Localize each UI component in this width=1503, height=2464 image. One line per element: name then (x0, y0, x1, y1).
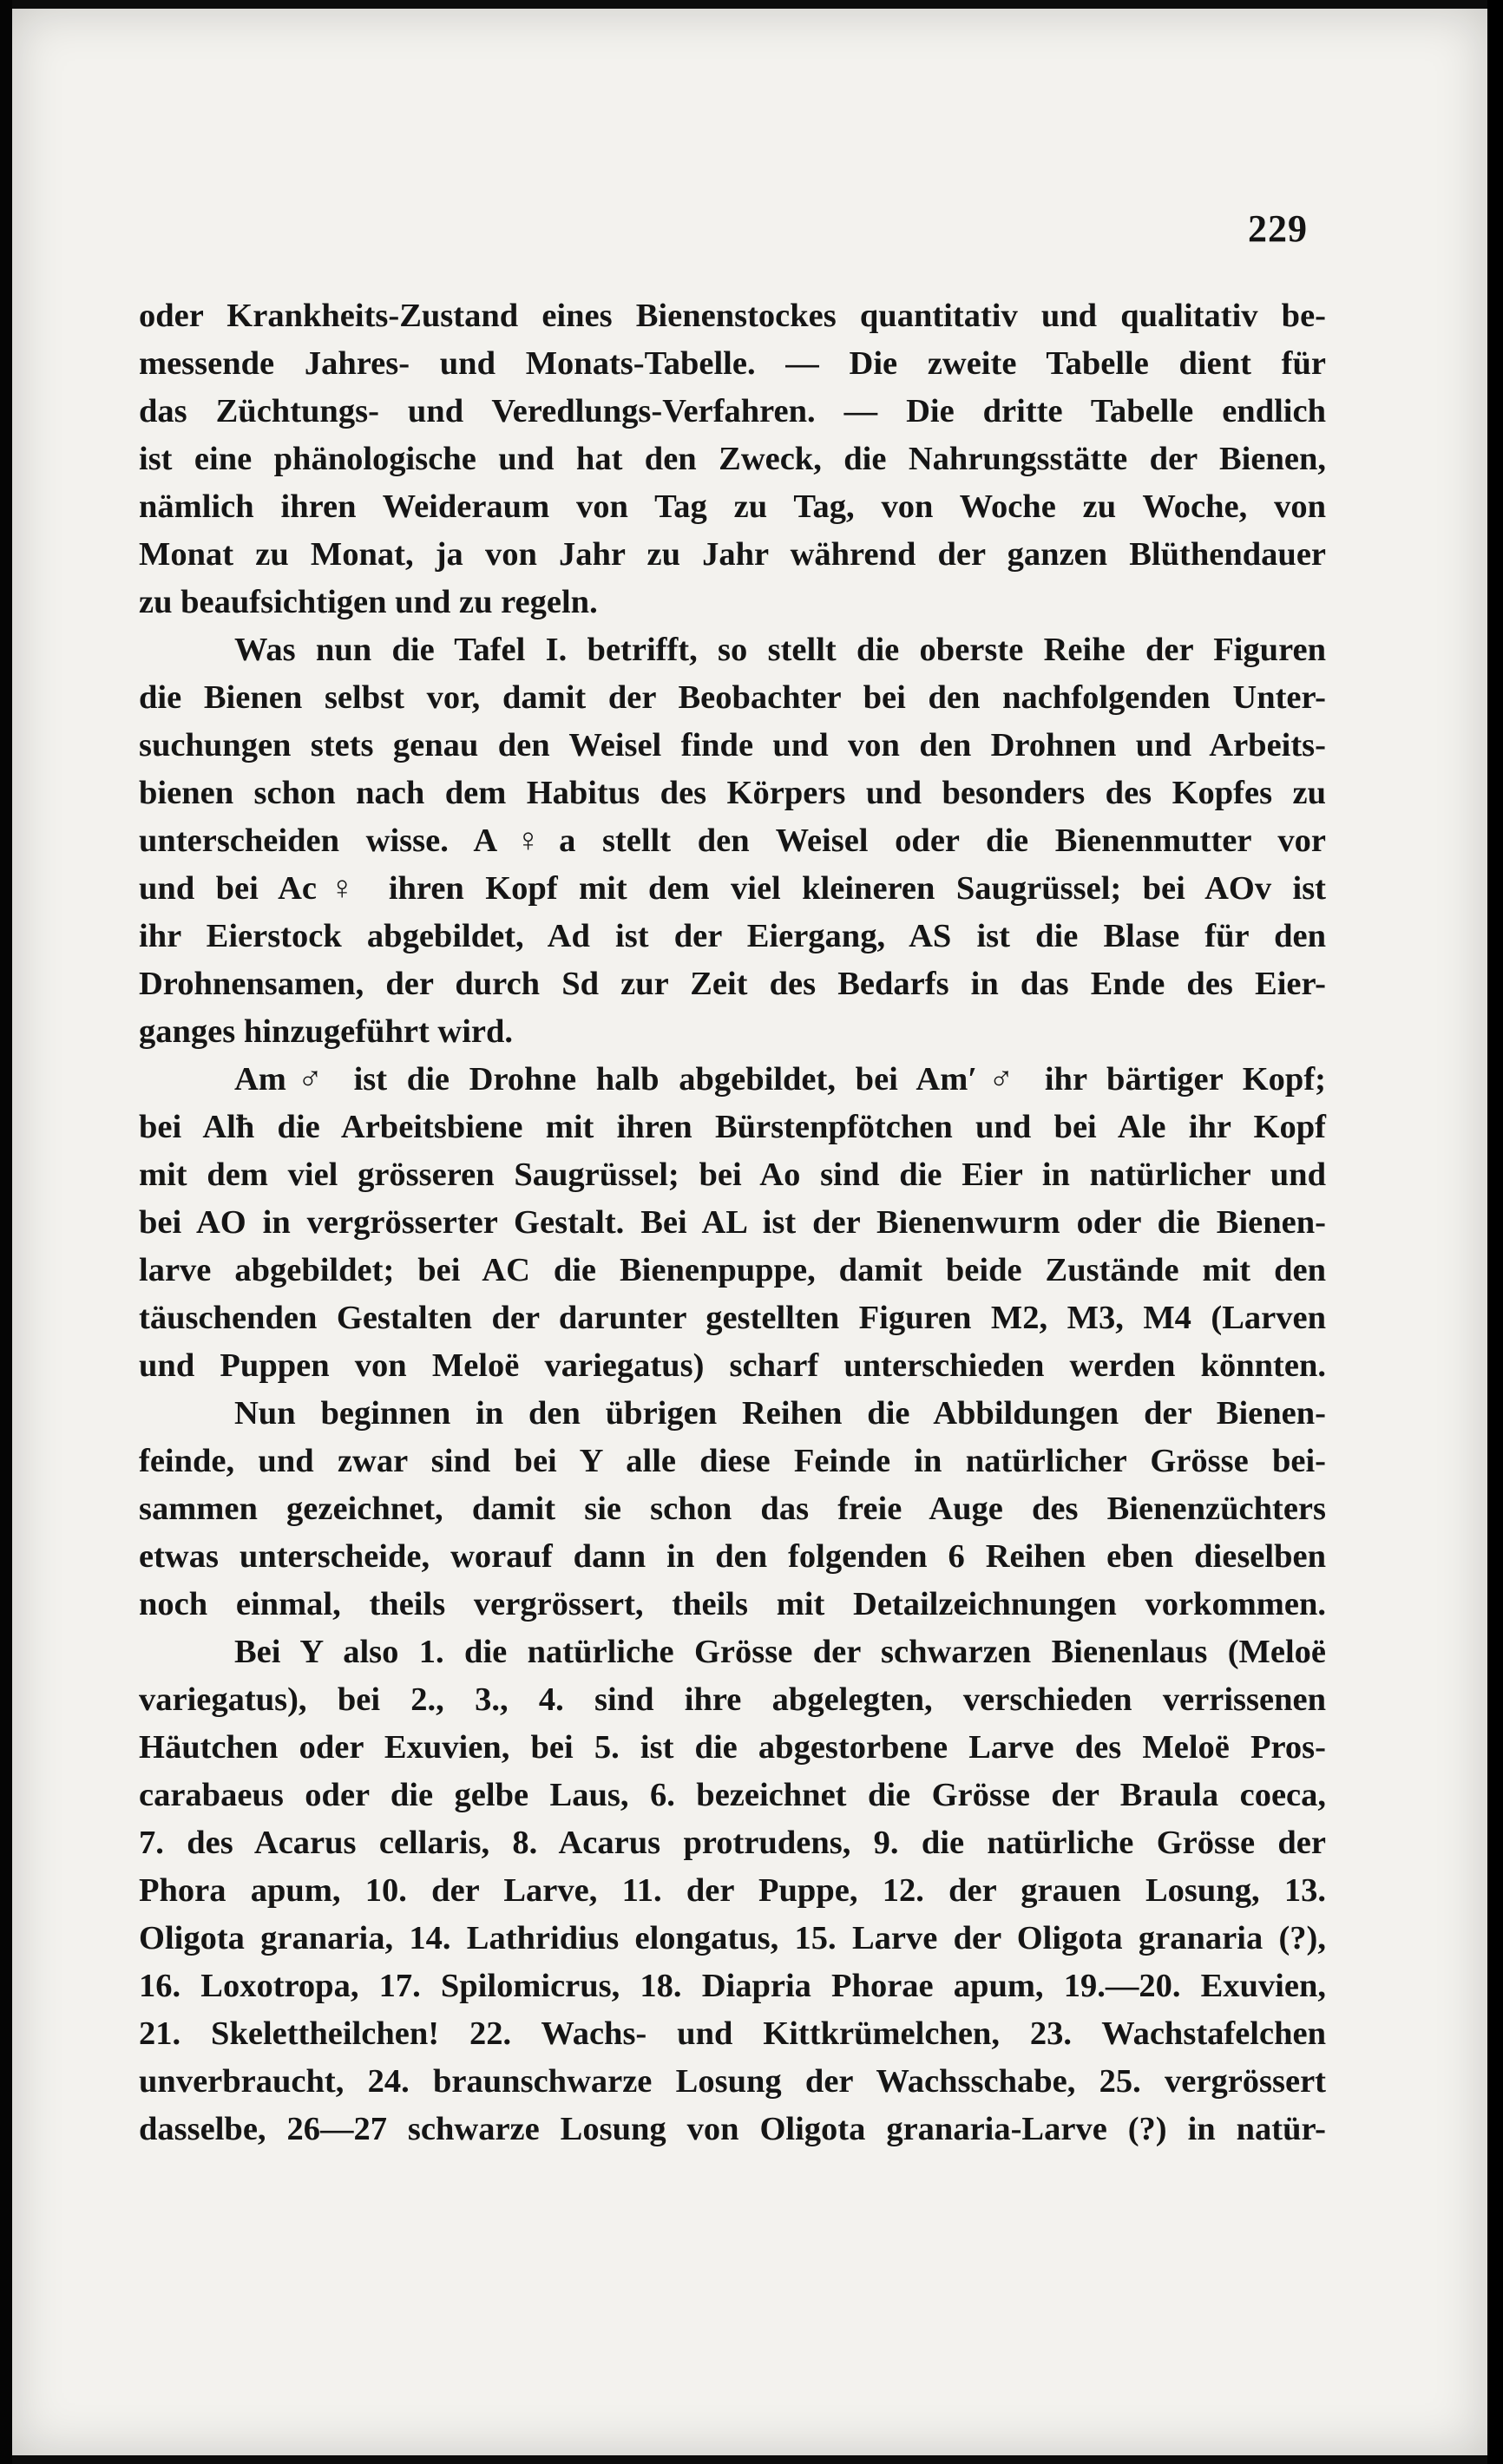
text-line: 21. Skelettheilchen! 22. Wachs- und Kittkrümelchen, 23. Wachstafelchen (139, 2015, 1326, 2052)
text-line: das Züchtungs- und Veredlungs-Verfahren. — Die dritte Tabelle endlich (139, 393, 1326, 429)
text-line: und bei Ac♀ ihren Kopf mit dem viel kleineren Saugrüssel; bei AOv ist (139, 870, 1326, 907)
text-line: etwas unterscheide, worauf dann in den folgenden 6 Reihen eben dieselben (139, 1538, 1326, 1575)
text-line: unverbraucht, 24. braunschwarze Losung der Wachsschabe, 25. vergrössert (139, 2063, 1326, 2100)
text-line: larve abgebildet; bei AC die Bienenpuppe, damit beide Zustände mit den (139, 1252, 1326, 1288)
text-line: 7. des Acarus cellaris, 8. Acarus protrudens, 9. die natürliche Grösse der (139, 1825, 1326, 1861)
text-line: carabaeus oder die gelbe Laus, 6. bezeichnet die Grösse der Braula coeca, (139, 1777, 1326, 1813)
text-line: dasselbe, 26—27 schwarze Losung von Oligota granaria-Larve (?) in natür- (139, 2111, 1326, 2147)
text-line: Monat zu Monat, ja von Jahr zu Jahr während der ganzen Blüthendauer (139, 536, 1326, 573)
text-line: Phora apum, 10. der Larve, 11. der Puppe, 12. der grauen Losung, 13. (139, 1872, 1326, 1909)
page-number: 229 (1248, 207, 1308, 250)
text-line: mit dem viel grösseren Saugrüssel; bei Ao sind die Eier in natürlicher und (139, 1157, 1326, 1193)
text-line: noch einmal, theils vergrössert, theils mit Detailzeichnungen vorkommen. (139, 1586, 1326, 1622)
scan-edge-right (1487, 0, 1503, 2464)
text-line: ganges hinzugeführt wird. (139, 1013, 514, 1050)
book-page (12, 9, 1487, 2455)
text-line: suchungen stets genau den Weisel finde und von den Drohnen und Arbeits- (139, 727, 1326, 763)
text-line: Drohnensamen, der durch Sd zur Zeit des Bedarfs in das Ende des Eier- (139, 966, 1326, 1002)
text-line: feinde, und zwar sind bei Y alle diese Feinde in natürlicher Grösse bei- (139, 1443, 1326, 1479)
text-line: und Puppen von Meloë variegatus) scharf unterschieden werden könnten. (139, 1347, 1326, 1384)
text-line: Oligota granaria, 14. Lathridius elongatus, 15. Larve der Oligota granaria (?), (139, 1920, 1326, 1956)
text-line: bienen schon nach dem Habitus des Körpers und besonders des Kopfes zu (139, 775, 1326, 811)
text-line: ist eine phänologische und hat den Zweck, die Nahrungsstätte der Bienen, (139, 441, 1326, 477)
text-line: oder Krankheits-Zustand eines Bienenstockes quantitativ und qualitativ be- (139, 298, 1326, 334)
text-line: täuschenden Gestalten der darunter gestellten Figuren M2, M3, M4 (Larven (139, 1300, 1326, 1336)
scan-edge-left (0, 0, 12, 2464)
text-line: messende Jahres- und Monats-Tabelle. — Die zweite Tabelle dient für (139, 345, 1326, 382)
text-line: zu beaufsichtigen und zu regeln. (139, 584, 598, 620)
text-line: Nun beginnen in den übrigen Reihen die Abbildungen der Bienen- (234, 1395, 1326, 1432)
text-line: Bei Y also 1. die natürliche Grösse der schwarzen Bienenlaus (Meloë (234, 1634, 1326, 1670)
text-line: sammen gezeichnet, damit sie schon das freie Auge des Bienenzüchters (139, 1491, 1326, 1527)
text-line: 16. Loxotropa, 17. Spilomicrus, 18. Diapria Phorae apum, 19.—20. Exuvien, (139, 1968, 1326, 2004)
text-line: nämlich ihren Weideraum von Tag zu Tag, von Woche zu Woche, von (139, 488, 1326, 525)
text-line: bei Alħ die Arbeitsbiene mit ihren Bürstenpfötchen und bei Ale ihr Kopf (139, 1109, 1326, 1145)
body-text (139, 292, 1326, 2153)
text-line: variegatus), bei 2., 3., 4. sind ihre abgelegten, verschieden verrissenen (139, 1681, 1326, 1718)
text-line: ihr Eierstock abgebildet, Ad ist der Eiergang, AS ist die Blase für den (139, 918, 1326, 954)
text-line: Am♂ ist die Drohne halb abgebildet, bei Am′♂ ihr bärtiger Kopf; (234, 1061, 1326, 1098)
text-line: bei AO in vergrösserter Gestalt. Bei AL ist der Bienenwurm oder die Bienen- (139, 1204, 1326, 1241)
text-line: Was nun die Tafel I. betrifft, so stellt die oberste Reihe der Figuren (234, 632, 1326, 668)
text-line: Häutchen oder Exuvien, bei 5. ist die abgestorbene Larve des Meloë Pros- (139, 1729, 1326, 1766)
text-line: unterscheiden wisse. A♀a stellt den Weisel oder die Bienenmutter vor (139, 822, 1326, 859)
text-line: die Bienen selbst vor, damit der Beobachter bei den nachfolgenden Unter- (139, 679, 1326, 716)
